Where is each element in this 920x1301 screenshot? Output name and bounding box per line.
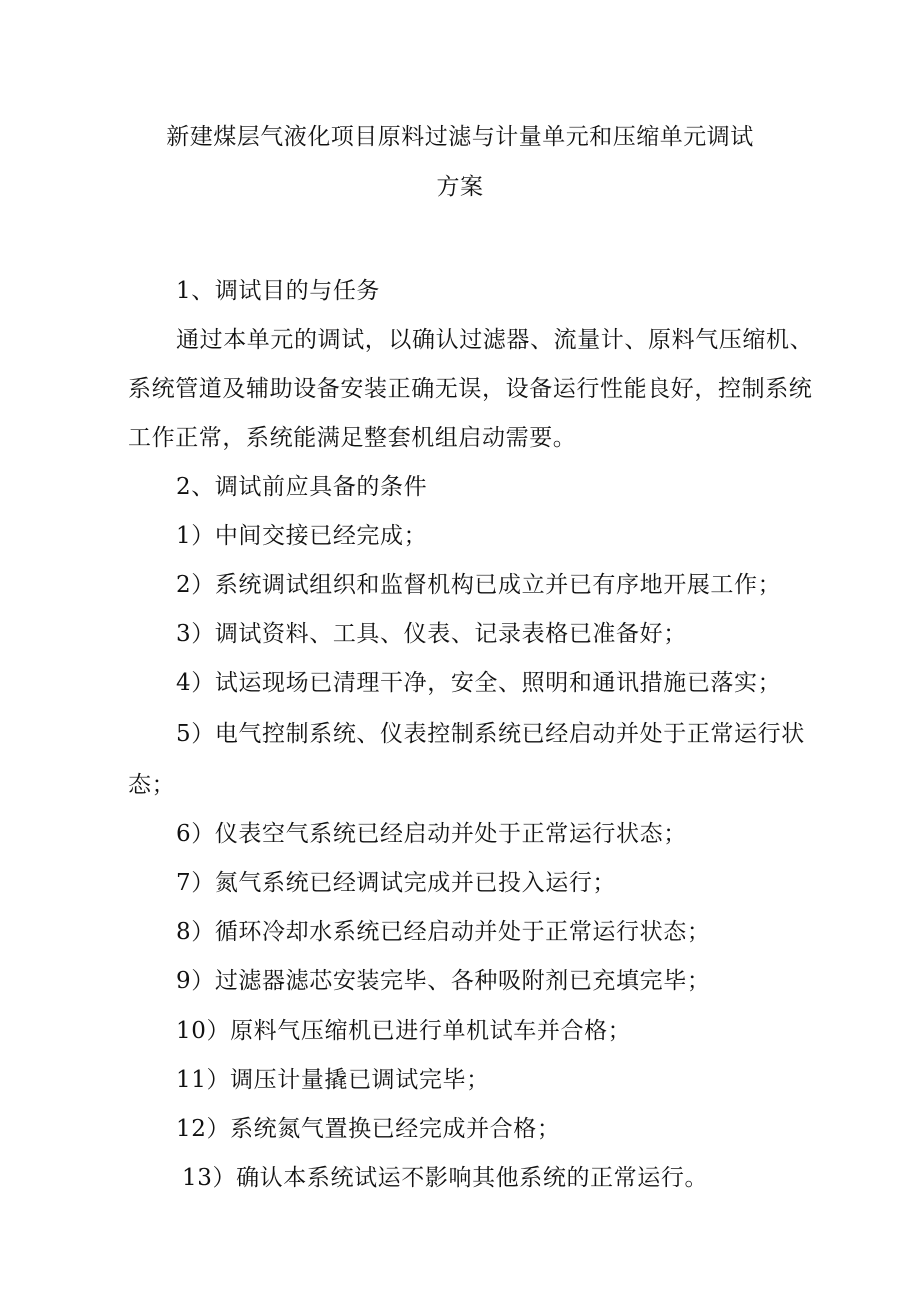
document-title-line-2: 方案 <box>436 174 484 200</box>
condition-item-5: 5）电气控制系统、仪表控制系统已经启动并处于正常运行状 <box>176 721 805 747</box>
condition-item-2: 2）系统调试组织和监督机构已成立并已有序地开展工作； <box>176 572 782 598</box>
section-1-paragraph-line-1: 通过本单元的调试，以确认过滤器、流量计、原料气压缩机、 <box>176 327 814 353</box>
section-1-heading: 1、调试目的与任务 <box>176 278 381 304</box>
condition-item-5-continued: 态； <box>128 772 176 798</box>
condition-item-7: 7）氮气系统已经调试完成并已投入运行； <box>176 870 617 896</box>
section-1-paragraph-line-2: 系统管道及辅助设备安装正确无误，设备运行性能良好，控制系统 <box>128 376 813 402</box>
condition-item-12: 12）系统氮气置换已经完成并合格； <box>176 1116 561 1142</box>
condition-item-8: 8）循环冷却水系统已经启动并处于正常运行状态； <box>176 919 711 945</box>
condition-item-4: 4）试运现场已清理干净，安全、照明和通讯措施已落实； <box>176 670 782 696</box>
section-1-paragraph-line-3: 工作正常，系统能满足整套机组启动需要。 <box>128 425 577 451</box>
section-2-heading: 2、调试前应具备的条件 <box>176 474 428 500</box>
condition-item-6: 6）仪表空气系统已经启动并处于正常运行状态； <box>176 821 687 847</box>
condition-item-9: 9）过滤器滤芯安装完毕、各种吸附剂已充填完毕； <box>176 968 711 994</box>
condition-item-10: 10）原料气压缩机已进行单机试车并合格； <box>176 1018 632 1044</box>
condition-item-13: 13）确认本系统试运不影响其他系统的正常运行。 <box>182 1165 709 1191</box>
condition-item-11: 11）调压计量撬已调试完毕； <box>176 1067 490 1093</box>
condition-item-3: 3）调试资料、工具、仪表、记录表格已准备好； <box>176 621 687 647</box>
document-title-line-1: 新建煤层气液化项目原料过滤与计量单元和压缩单元调试 <box>166 124 754 150</box>
condition-item-1: 1）中间交接已经完成； <box>176 523 428 549</box>
